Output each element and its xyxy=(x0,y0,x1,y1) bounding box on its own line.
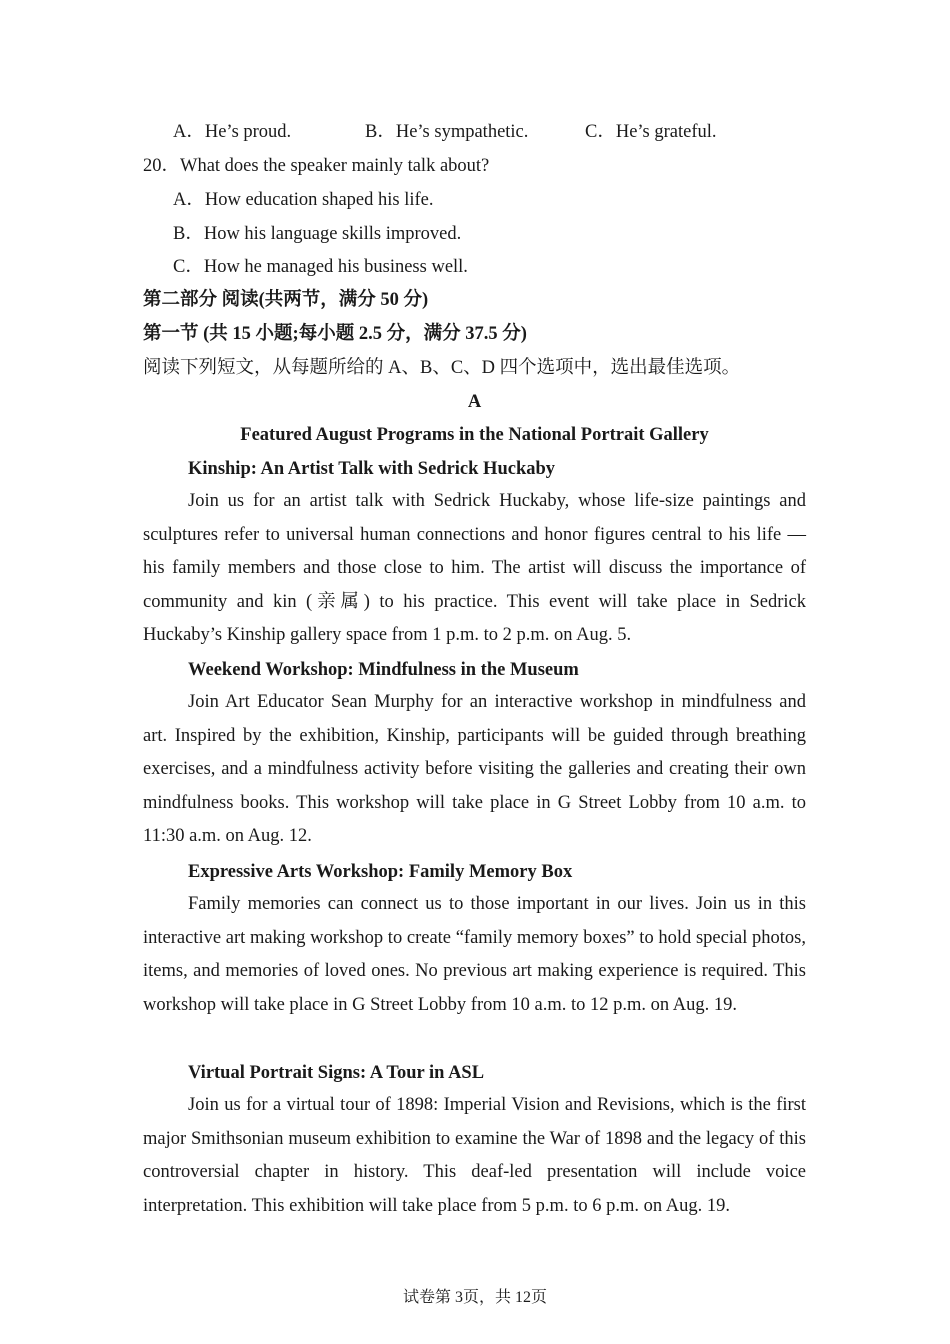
q19-options xyxy=(173,120,773,144)
program-3-body: Family memories can connect us to those important in our lives. Join us in this interactive art making workshop to create “family memory boxes” to hold special photos, items, and memories of loved ones. No previous art making experience is required. This workshop will take place in G Street Lobby from 10 a.m. to 12 p.m. on Aug. 19. xyxy=(143,894,806,1015)
q19-option-b: B．He’s sympathetic. xyxy=(365,122,529,142)
passage-label: A xyxy=(467,392,482,412)
q19-option-a: A．He’s proud. xyxy=(173,122,292,142)
program-1-body: Join us for an artist talk with Sedrick Huckaby, whose life-size paintings and sculptures refer to universal human connections and honor figures central to his life — his family members and those close to him. The artist will discuss the importance of community and kin (亲属) to his practice. This event will take place in Sedrick Huckaby’s Kinship gallery space from 1 p.m. to 2 p.m. on Aug. 5. xyxy=(143,491,806,646)
q20-option-c: C．How he managed his business well. xyxy=(173,257,468,277)
program-3-title: Expressive Arts Workshop: Family Memory Box xyxy=(188,862,573,882)
part2-title: 第二部分 阅读(共两节，满分 50 分) xyxy=(143,290,429,310)
program-2-title: Weekend Workshop: Mindfulness in the Museum xyxy=(188,660,579,680)
program-2-body: Join Art Educator Sean Murphy for an interactive workshop in mindfulness and art. Inspired by the exhibition, Kinship, participants will be guided through breathing exercises, and a mindfulness activity before visiting the galleries and creating their own mindfulness books. This workshop will take place in G Street Lobby from 10 a.m. to 11:30 a.m. on Aug. 12. xyxy=(143,692,806,847)
instructions: 阅读下列短文，从每题所给的 A、B、C、D 四个选项中，选出最佳选项。 xyxy=(143,358,741,378)
program-4-body: Join us for a virtual tour of 1898: Imperial Vision and Revisions, which is the first major Smithsonian museum exhibition to examine the War of 1898 and the legacy of this controversial chapter in history. This deaf-led presentation will include voice interpretation. This exhibition will take place from 5 p.m. to 6 p.m. on Aug. 19. xyxy=(143,1095,806,1216)
program-4-title: Virtual Portrait Signs: A Tour in ASL xyxy=(188,1063,485,1083)
q20-option-b: B．How his language skills improved. xyxy=(173,224,462,244)
section1-title: 第一节 (共 15 小题;每小题 2.5 分，满分 37.5 分) xyxy=(143,324,527,344)
q20-option-a: A．How education shaped his life. xyxy=(173,190,434,210)
page-footer: 试卷第 3页，共 12页 xyxy=(402,1289,547,1306)
q20-stem: 20．What does the speaker mainly talk about? xyxy=(143,156,490,176)
program-1-title: Kinship: An Artist Talk with Sedrick Huckaby xyxy=(188,459,556,479)
q19-option-c: C．He’s grateful. xyxy=(585,122,717,142)
passage-title: Featured August Programs in the National Portrait Gallery xyxy=(240,425,709,445)
